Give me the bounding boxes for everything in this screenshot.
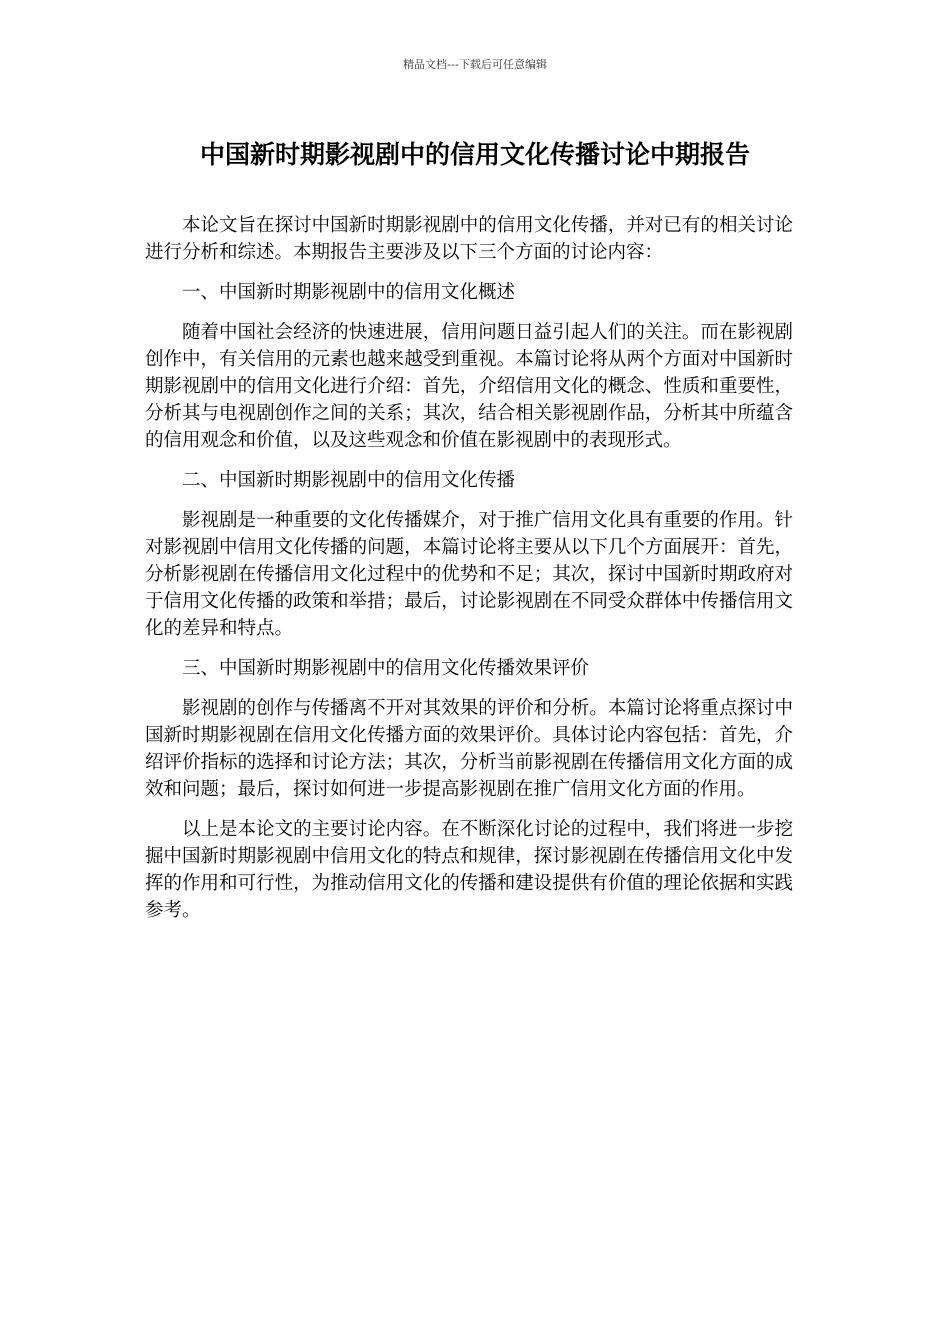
section-3-paragraph: 影视剧的创作与传播离不开对其效果的评价和分析。本篇讨论将重点探讨中国新时期影视剧在信用文化传播方面的效果评价。具体讨论内容包括：首先，介绍评价指标的选择和讨论方法；其次，分析当前影视剧在传播信用文化方面的成效和问题；最后，探讨如何进一步提高影视剧在推广信用文化方面的作用。	[145, 698, 793, 800]
section-3-heading: 三、中国新时期影视剧中的信用文化传播效果评价	[182, 658, 590, 679]
section-2-paragraph: 影视剧是一种重要的文化传播媒介，对于推广信用文化具有重要的作用。针对影视剧中信用文化传播的问题，本篇讨论将主要从以下几个方面展开：首先，分析影视剧在传播信用文化过程中的优势和不足；其次，探讨中国新时期政府对于信用文化传播的政策和举措；最后，讨论影视剧在不同受众群体中传播信用文化的差异和特点。	[145, 510, 793, 639]
document-body	[145, 212, 793, 937]
section-2-heading: 二、中国新时期影视剧中的信用文化传播	[182, 470, 516, 491]
intro-paragraph: 本论文旨在探讨中国新时期影视剧中的信用文化传播，并对已有的相关讨论进行分析和综述。本期报告主要涉及以下三个方面的讨论内容：	[145, 215, 793, 263]
header-note: 精品文档---下载后可任意编辑	[403, 58, 547, 71]
section-1-paragraph: 随着中国社会经济的快速进展，信用问题日益引起人们的关注。而在影视剧创作中，有关信用的元素也越来越受到重视。本篇讨论将从两个方面对中国新时期影视剧中的信用文化进行介绍：首先，介绍信用文化的概念、性质和重要性，分析其与电视剧创作之间的关系；其次，结合相关影视剧作品，分析其中所蕴含的信用观念和价值，以及这些观念和价值在影视剧中的表现形式。	[145, 322, 793, 451]
section-1-heading: 一、中国新时期影视剧中的信用文化概述	[182, 282, 516, 303]
conclusion-paragraph: 以上是本论文的主要讨论内容。在不断深化讨论的过程中，我们将进一步挖掘中国新时期影视剧中信用文化的特点和规律，探讨影视剧在传播信用文化中发挥的作用和可行性，为推动信用文化的传播和建设提供有价值的理论依据和实践参考。	[145, 819, 793, 921]
document-title: 中国新时期影视剧中的信用文化传播讨论中期报告	[199, 140, 750, 169]
